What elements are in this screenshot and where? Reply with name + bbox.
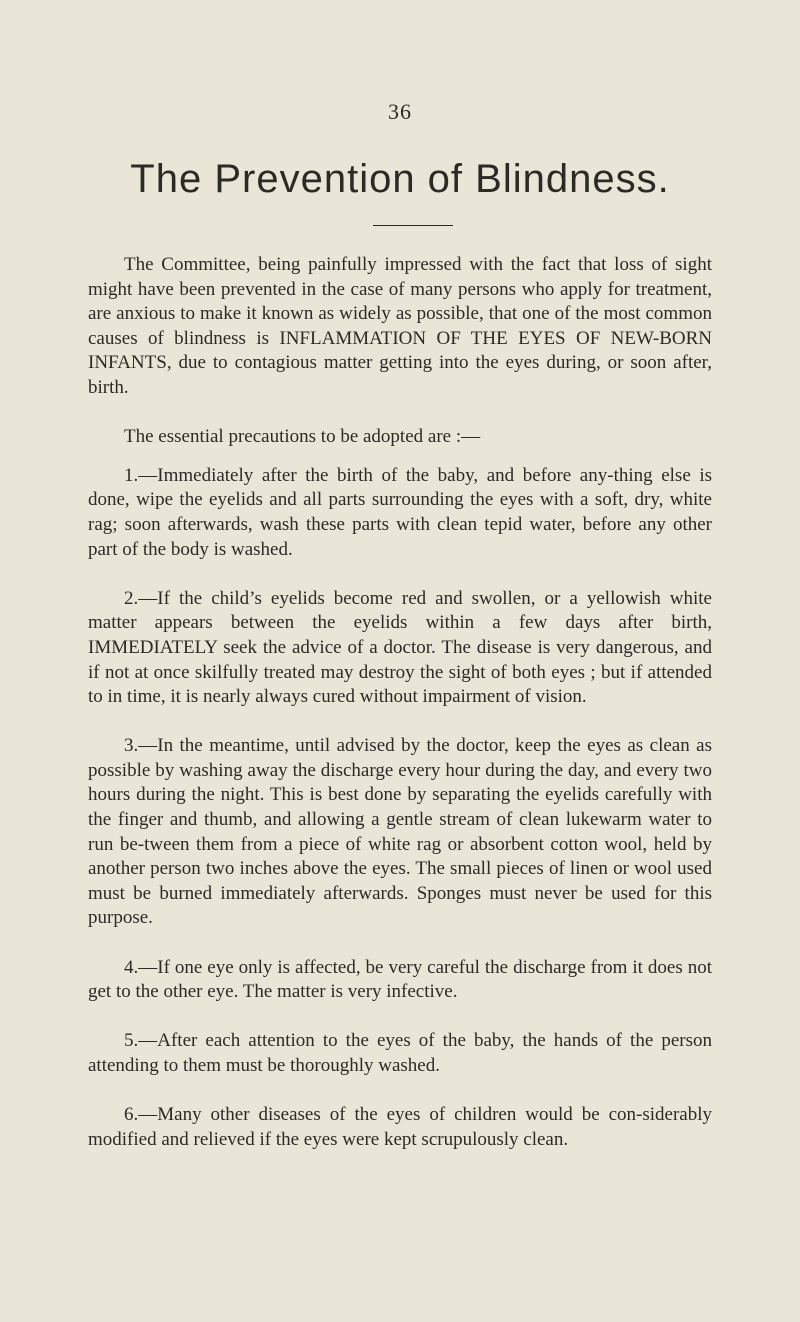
page-number: 36 (388, 99, 412, 124)
title-divider (373, 225, 453, 226)
document-body (88, 253, 712, 1177)
precaution-item-1: 1.—Immediately after the birth of the baby, and before any-thing else is done, wipe the eyelids and all parts surrounding the eyes with a soft, dry, white rag; soon afterwards, wash these parts with clean tepid water, before any other part of the body is washed. (88, 464, 712, 560)
precautions-heading: The essential precautions to be adopted are :— (124, 426, 481, 448)
precaution-item-3: 3.—In the meantime, until advised by the doctor, keep the eyes as clean as possible by washing away the discharge every hour during the day, and every two hours during the night. This is best done by separating the eyelids carefully with the finger and thumb, and allowing a gentle stream of clean lukewarm water to run be-tween them from a piece of white rag or absorbent cotton wool, held by another person two inches above the eyes. The small pieces of linen or wool used must be burned immediately afterwards. Sponges must never be used for this purpose. (88, 735, 712, 929)
precaution-item-6: 6.—Many other diseases of the eyes of children would be con-siderably modified and relieved if the eyes were kept scrupulously clean. (88, 1104, 712, 1150)
page-title: The Prevention of Blindness. (130, 157, 670, 201)
intro-paragraph: The Committee, being painfully impressed with the fact that loss of sight might have been prevented in the case of many persons who apply for treatment, are anxious to make it known as widely as possible, that one of the most common causes of blindness is INFLAMMATION OF THE EYES OF NEW-BORN INFANTS, due to contagious matter getting into the eyes during, or soon after, birth. (88, 254, 712, 398)
precaution-item-4: 4.—If one eye only is affected, be very careful the discharge from it does not get to the other eye. The matter is very infective. (88, 956, 712, 1003)
precaution-item-2: 2.—If the child’s eyelids become red and swollen, or a yellowish white matter appears between the eyelids within a few days after birth, IMMEDIATELY seek the advice of a doctor. The disease is very dangerous, and if not at once skilfully treated may destroy the sight of both eyes ; but if attended to in time, it is nearly always cured without impairment of vision. (88, 587, 712, 708)
precaution-item-5: 5.—After each attention to the eyes of the baby, the hands of the person attending to them must be thoroughly washed. (88, 1030, 712, 1076)
